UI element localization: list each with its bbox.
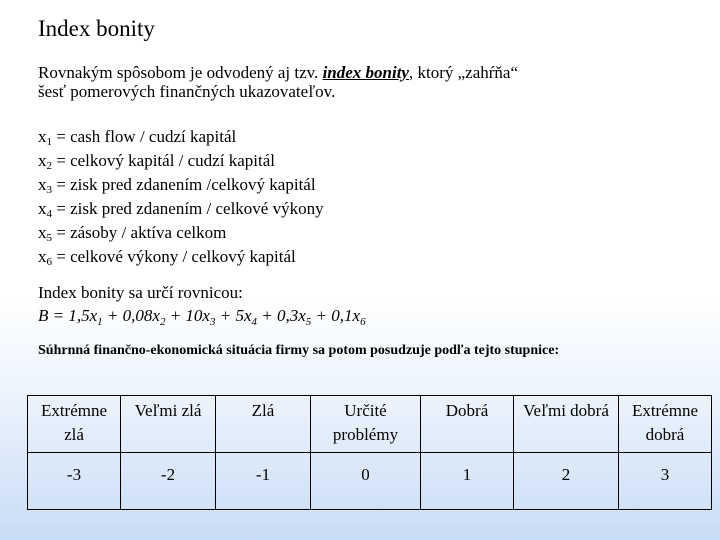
- scale-value-cell: -1: [216, 453, 311, 510]
- scale-label-cell: Veľmi dobrá: [514, 396, 619, 453]
- scale-label-cell: Určité problémy: [311, 396, 421, 453]
- scale-value-row: [28, 453, 712, 510]
- variable-list: [38, 125, 324, 269]
- intro-term: index bonity: [322, 63, 409, 82]
- bonity-equation: $B = 1,5x_1 + 0,08x_2 + 10x_3 + 5x_4 + 0,3x_5 + 0,1x_6$: [38, 306, 366, 328]
- page-title: Index bonity: [38, 16, 155, 41]
- scale-value-cell: -3: [28, 453, 121, 510]
- variable-item: $x_1$ = cash flow / cudzí kapitál: [38, 127, 237, 148]
- scale-value-cell: -2: [121, 453, 216, 510]
- scale-label-cell: Extrémne zlá: [28, 396, 121, 453]
- intro-paragraph: [38, 63, 688, 101]
- variable-item: $x_3$ = zisk pred zdanením /celkový kapitál: [38, 175, 316, 196]
- scale-label-cell: Veľmi zlá: [121, 396, 216, 453]
- scale-note: Súhrnná finančno-ekonomická situácia firmy sa potom posudzuje podľa tejto stupnice:: [38, 343, 560, 358]
- scale-label-row: [28, 396, 712, 453]
- variable-item: $x_5$ = zásoby / aktíva celkom: [38, 223, 227, 244]
- scale-label-cell: Extrémne dobrá: [619, 396, 712, 453]
- scale-value-cell: 3: [619, 453, 712, 510]
- scale-value-cell: 0: [311, 453, 421, 510]
- scale-value-cell: 2: [514, 453, 619, 510]
- scale-label-cell: Dobrá: [421, 396, 514, 453]
- variable-item: $x_6$ = celkové výkony / celkový kapitál: [38, 247, 296, 268]
- bonity-scale-table: [27, 395, 712, 510]
- variable-item: $x_4$ = zisk pred zdanením / celkové výkony: [38, 199, 324, 220]
- equation-intro: Index bonity sa určí rovnicou:: [38, 283, 243, 302]
- intro-text: Rovnakým spôsobom je odvodený aj tzv.: [38, 63, 323, 82]
- intro-text-line2: šesť pomerových finančných ukazovateľov.: [38, 82, 336, 101]
- scale-value-cell: 1: [421, 453, 514, 510]
- scale-label-cell: Zlá: [216, 396, 311, 453]
- variable-item: $x_2$ = celkový kapitál / cudzí kapitál: [38, 151, 275, 172]
- intro-text-after: , ktorý „zahŕňa“: [408, 63, 519, 82]
